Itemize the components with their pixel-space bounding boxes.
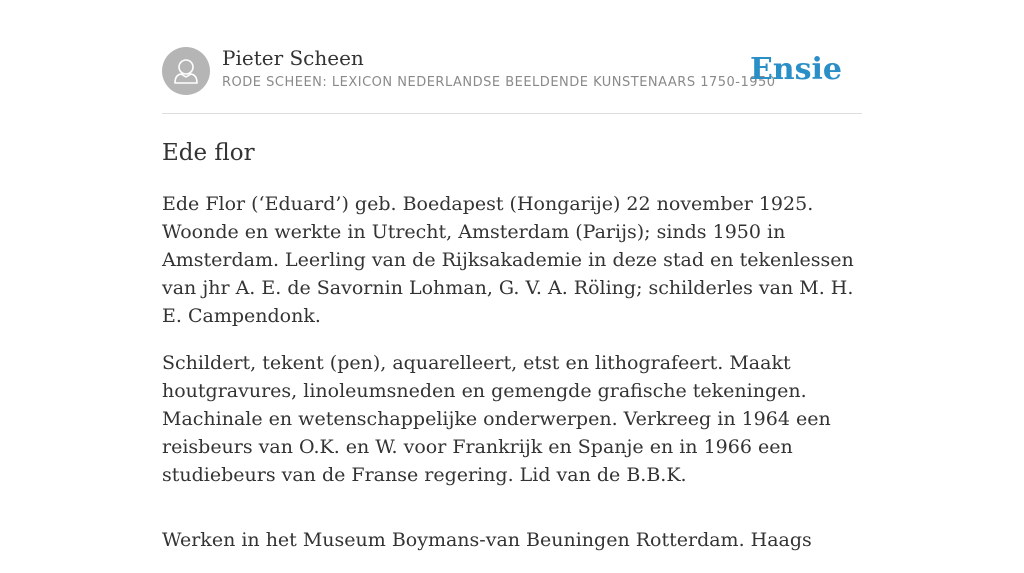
content-column bbox=[162, 0, 862, 551]
avatar[interactable] bbox=[162, 47, 210, 95]
paragraph: Werken in het Museum Boymans-van Beuningen Rotterdam. Haags bbox=[162, 529, 812, 551]
source-title[interactable]: RODE SCHEEN: LEXICON NEDERLANDSE BEELDENDE KUNSTENAARS 1750-1950 bbox=[222, 75, 776, 90]
user-icon bbox=[162, 47, 210, 95]
paragraph: Schildert, tekent (pen), aquarelleert, etst en lithografeert. Maakt houtgravures, linoleumsneden en gemengde grafische tekeningen. Machinale en wetenschappelijke onderwerpen. Verkreeg in 1964 een reisbeurs van O.K. en W. voor Frankrijk en Spanje en in 1966 een studiebeurs van de Franse regering. Lid van de B.B.K. bbox=[162, 352, 831, 486]
paragraph: Ede Flor (‘Eduard’) geb. Boedapest (Hongarije) 22 november 1925. Woonde en werkte in Utrecht, Amsterdam (Parijs); sinds 1950 in Amsterdam. Leerling van de Rijksakademie in deze stad en tekenlessen van jhr A. E. de Savornin Lohman, G. V. A. Röling; schilderles van M. H. E. Campendonk. bbox=[162, 193, 854, 327]
author-name[interactable]: Pieter Scheen bbox=[222, 46, 364, 70]
article-title: Ede flor bbox=[162, 140, 255, 166]
article-header bbox=[162, 0, 862, 114]
brand-logo[interactable]: Ensie bbox=[749, 52, 842, 87]
article-body bbox=[162, 190, 862, 573]
